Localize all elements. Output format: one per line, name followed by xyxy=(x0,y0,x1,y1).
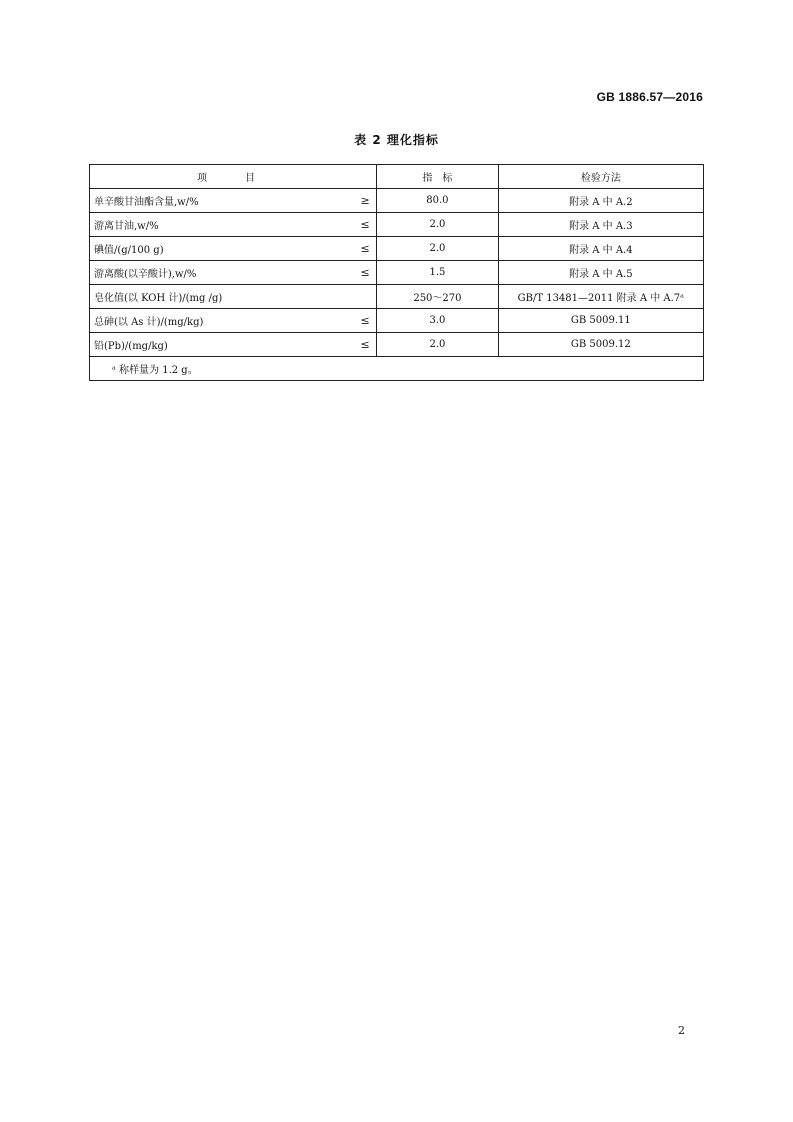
item-label: 总砷(以 As 计)/(mg/kg) xyxy=(94,317,204,328)
value-cell: 2.0 xyxy=(377,213,499,237)
value-cell: 3.0 xyxy=(377,309,499,333)
item-cell xyxy=(90,285,377,309)
item-cell xyxy=(90,237,377,261)
table-row xyxy=(90,309,704,333)
table-row xyxy=(90,333,704,357)
table-row xyxy=(90,189,704,213)
comparison-symbol: ≤ xyxy=(360,266,370,279)
value-cell: 1.5 xyxy=(377,261,499,285)
spec-table xyxy=(89,164,704,381)
table-row xyxy=(90,261,704,285)
footnote-row xyxy=(90,357,704,381)
comparison-symbol: ≤ xyxy=(360,218,370,231)
method-cell: 附录 A 中 A.3 xyxy=(498,213,703,237)
method-cell: 附录 A 中 A.4 xyxy=(498,237,703,261)
item-cell xyxy=(90,189,377,213)
item-label: 铅(Pb)/(mg/kg) xyxy=(94,341,168,352)
method-cell: 附录 A 中 A.5 xyxy=(498,261,703,285)
item-label: 碘值/(g/100 g) xyxy=(94,245,164,256)
column-header-item: 项 目 xyxy=(90,165,377,189)
item-cell xyxy=(90,213,377,237)
table-row xyxy=(90,285,704,309)
comparison-symbol: ≤ xyxy=(360,242,370,255)
comparison-symbol: ≤ xyxy=(360,338,370,351)
item-cell xyxy=(90,261,377,285)
value-cell: 80.0 xyxy=(377,189,499,213)
column-header-method: 检验方法 xyxy=(498,165,703,189)
table-row xyxy=(90,213,704,237)
table-row xyxy=(90,237,704,261)
comparison-symbol: ≥ xyxy=(360,194,370,207)
comparison-symbol: ≤ xyxy=(360,314,370,327)
table-header-row xyxy=(90,165,704,189)
method-cell: GB/T 13481—2011 附录 A 中 A.7ᵃ xyxy=(498,285,703,309)
table-footnote: ᵃ 称样量为 1.2 g。 xyxy=(90,357,704,381)
column-header-value: 指 标 xyxy=(377,165,499,189)
item-label: 游离酸(以辛酸计),w/% xyxy=(94,269,197,280)
method-cell: GB 5009.11 xyxy=(498,309,703,333)
value-cell: 2.0 xyxy=(377,237,499,261)
item-label: 皂化值(以 KOH 计)/(mg /g) xyxy=(94,293,223,304)
item-label: 单辛酸甘油酯含量,w/% xyxy=(94,197,199,208)
item-cell xyxy=(90,309,377,333)
standard-code: GB 1886.57—2016 xyxy=(596,90,703,104)
page-number: 2 xyxy=(678,1024,685,1037)
item-label: 游离甘油,w/% xyxy=(94,221,159,232)
table-title: 表 2 理化指标 xyxy=(354,133,439,147)
value-cell: 2.0 xyxy=(377,333,499,357)
method-cell: GB 5009.12 xyxy=(498,333,703,357)
value-cell: 250～270 xyxy=(377,285,499,309)
method-cell: 附录 A 中 A.2 xyxy=(498,189,703,213)
item-cell xyxy=(90,333,377,357)
